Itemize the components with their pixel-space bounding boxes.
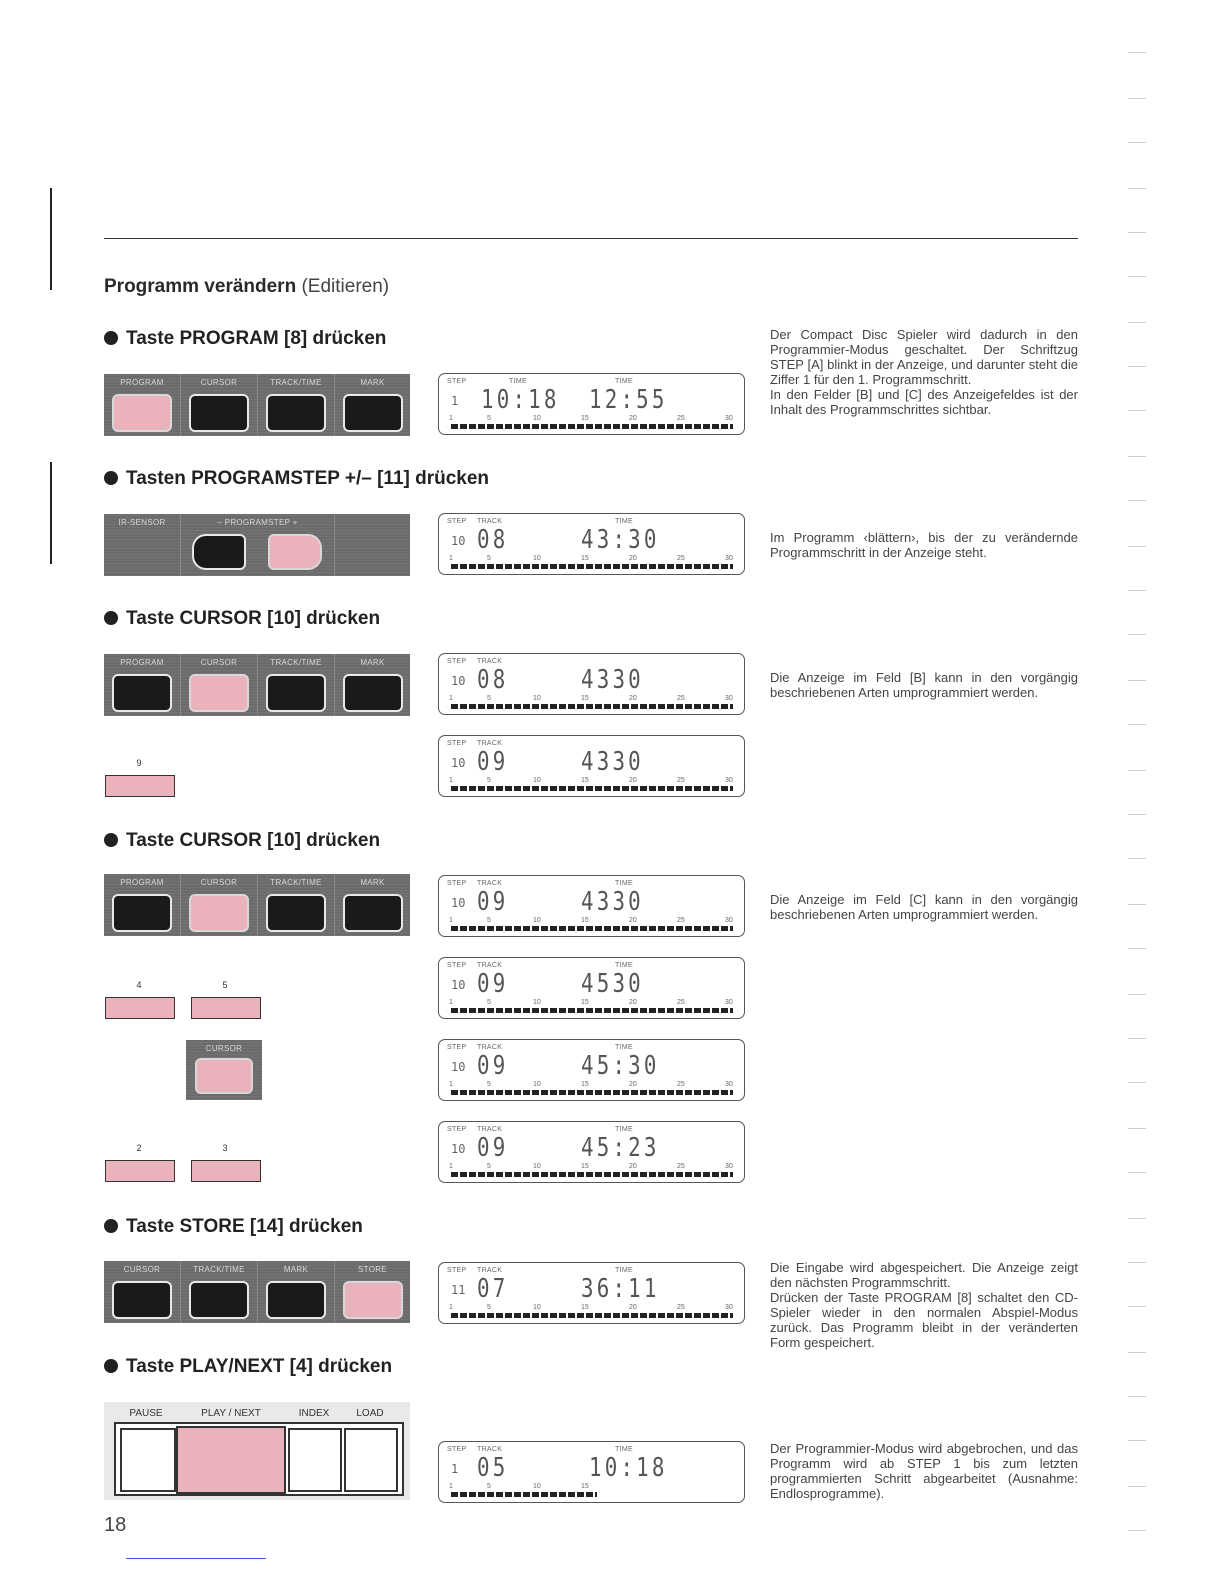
margin-tick <box>1128 994 1146 995</box>
lcd-track-bar <box>451 1313 733 1318</box>
lcd-field-b: 09 <box>477 1133 509 1163</box>
margin-tick <box>1128 1440 1146 1441</box>
margin-tick <box>1128 410 1146 411</box>
description-text: Die Eingabe wird abgespeichert. Die Anzeige zeigt den nächsten Programmschritt. <box>770 1260 1078 1290</box>
description-text: Der Programmier-Modus wird abgebrochen, und das Programm wird ab STEP 1 bis zum letzten programmierten Schritt abgearbeitet (Ausnahme: Endlosprogramme). <box>770 1441 1078 1501</box>
margin-tick <box>1128 770 1146 771</box>
button-panel-cursor-single <box>186 1040 262 1100</box>
lcd-field-b: 07 <box>477 1274 509 1304</box>
lcd-track-label: TRACK <box>477 658 503 665</box>
button-label: TRACK/TIME <box>193 1265 245 1274</box>
lcd-scale: 1 5 10 15 20 25 30 <box>449 917 733 924</box>
program-button[interactable] <box>112 394 172 432</box>
lcd-scale: 1 5 10 15 20 25 30 <box>449 555 733 562</box>
margin-tick <box>1128 814 1146 815</box>
lcd-track-bar <box>451 1090 733 1095</box>
lcd-time-label: TIME <box>615 1267 633 1274</box>
lcd-display <box>438 957 745 1019</box>
margin-tick <box>1128 500 1146 501</box>
margin-tick <box>1128 1128 1146 1129</box>
button-label: MARK <box>360 378 385 387</box>
lcd-track-bar <box>451 424 733 429</box>
panel-cell <box>104 514 181 576</box>
section-title: Taste PLAY/NEXT [4] drücken <box>126 1356 393 1377</box>
number-key-5[interactable] <box>191 997 261 1019</box>
lcd-step-number: 10 <box>451 756 466 770</box>
bullet-icon <box>104 611 118 625</box>
description-text: Die Anzeige im Feld [C] kann in den vorgängig beschriebenen Arten umprogrammiert werden. <box>770 892 1078 922</box>
section-title: Taste CURSOR [10] drücken <box>126 830 381 851</box>
panel-cell <box>335 514 410 576</box>
lcd-field-c: 36:11 <box>581 1274 660 1304</box>
section-heading <box>104 328 386 350</box>
bullet-icon <box>104 1219 118 1233</box>
lcd-display <box>438 373 745 435</box>
margin-tick <box>1128 1530 1146 1531</box>
lcd-step-label: STEP <box>447 518 467 525</box>
lcd-time-label: TIME <box>615 518 633 525</box>
key-label-5: 5 <box>222 980 228 990</box>
lcd-scale: 1 5 10 15 <box>449 1483 589 1490</box>
lcd-step-number: 10 <box>451 978 466 992</box>
button-label: MARK <box>283 1265 309 1274</box>
lcd-scale: 1 5 10 15 20 25 30 <box>449 695 733 702</box>
lcd-scale: 1 5 10 15 20 25 30 <box>449 1081 733 1088</box>
description-text: Drücken der Taste PROGRAM [8] schaltet den CD-Spieler wieder in den normalen Abspiel-Modus zurück. Das Programm bleibt in der veränderten Form gespeichert. <box>770 1290 1078 1350</box>
lcd-field-c: 4330 <box>581 665 644 695</box>
lcd-display <box>438 513 745 575</box>
margin-tick <box>1128 1396 1146 1397</box>
lcd-display <box>438 735 745 797</box>
button-label: CURSOR <box>200 878 238 887</box>
lcd-step-number: 1 <box>451 1462 459 1476</box>
key-label-2: 2 <box>136 1143 142 1153</box>
margin-tick <box>1128 1082 1146 1083</box>
play-next-button[interactable] <box>176 1426 286 1494</box>
cursor-button[interactable] <box>189 894 249 932</box>
margin-tick <box>1128 904 1146 905</box>
lcd-time-label: TIME <box>509 378 527 385</box>
lcd-step-number: 10 <box>451 896 466 910</box>
section-title: Taste PROGRAM [8] drücken <box>126 328 387 349</box>
cursor-button[interactable] <box>195 1058 253 1094</box>
lcd-step-label: STEP <box>447 378 467 385</box>
lcd-display <box>438 1039 745 1101</box>
lcd-field-c: 4530 <box>581 969 644 999</box>
button-panel-programstep <box>104 514 410 576</box>
program-button[interactable] <box>112 894 172 932</box>
page-title-sub: (Editieren) <box>301 276 390 297</box>
description-text: Der Compact Disc Spieler wird dadurch in den Programmier-Modus geschaltet. Der Schriftzug STEP [A] blinkt in der Anzeige, und darunter steht die Ziffer 1 für den 1. Programmschritt. <box>770 327 1078 387</box>
programstep-label: – PROGRAMSTEP + <box>217 518 298 527</box>
play-next-label: PLAY / NEXT <box>201 1408 261 1419</box>
lcd-field-b: 09 <box>477 969 509 999</box>
lcd-step-label: STEP <box>447 962 467 969</box>
lcd-track-bar <box>451 786 733 791</box>
cursor-button[interactable] <box>112 1281 172 1319</box>
lcd-display <box>438 1121 745 1183</box>
load-button[interactable] <box>344 1428 398 1492</box>
pause-button[interactable] <box>120 1428 176 1492</box>
track-time-button[interactable] <box>266 674 326 712</box>
lcd-step-label: STEP <box>447 1044 467 1051</box>
number-key-9[interactable] <box>105 775 175 797</box>
button-label: MARK <box>360 878 385 887</box>
description-text: Die Anzeige im Feld [B] kann in den vorgängig beschriebenen Arten umprogrammiert werden. <box>770 670 1078 700</box>
lcd-field-c: 12:55 <box>589 385 668 415</box>
lcd-time-label: TIME <box>615 1044 633 1051</box>
margin-tick <box>1128 858 1146 859</box>
description-block <box>770 1260 1078 1350</box>
section-heading <box>104 830 380 852</box>
lcd-track-label: TRACK <box>477 1446 503 1453</box>
button-label: PROGRAM <box>120 878 164 887</box>
margin-tick <box>1128 322 1146 323</box>
margin-tick <box>1128 590 1146 591</box>
index-button[interactable] <box>288 1428 342 1492</box>
description-block <box>770 530 1078 560</box>
button-label: PROGRAM <box>120 378 164 387</box>
button-label: PROGRAM <box>120 658 164 667</box>
track-time-button[interactable] <box>189 1281 249 1319</box>
lcd-track-bar <box>451 1492 597 1497</box>
track-time-button[interactable] <box>266 894 326 932</box>
button-panel-program <box>104 374 410 436</box>
mark-button[interactable] <box>343 894 403 932</box>
bullet-icon <box>104 471 118 485</box>
lcd-time-label: TIME <box>615 880 633 887</box>
margin-tick <box>1128 52 1146 53</box>
button-label: CURSOR <box>200 658 238 667</box>
margin-tick <box>1128 1218 1146 1219</box>
button-label: TRACK/TIME <box>270 658 322 667</box>
lcd-track-label: TRACK <box>477 962 503 969</box>
button-panel-cursor <box>104 654 410 716</box>
margin-tick <box>1128 546 1146 547</box>
lcd-display <box>438 1441 745 1503</box>
section-heading <box>104 468 489 490</box>
description-block <box>770 327 1078 417</box>
button-label: STORE <box>358 1265 387 1274</box>
margin-tick <box>1128 1352 1146 1353</box>
lcd-field-c: 45:23 <box>581 1133 660 1163</box>
lcd-track-label: TRACK <box>477 518 503 525</box>
margin-tick <box>1128 1038 1146 1039</box>
button-panel-store <box>104 1261 410 1323</box>
key-label-9: 9 <box>136 758 142 768</box>
lcd-field-c: 4330 <box>581 747 644 777</box>
section-title: Taste STORE [14] drücken <box>126 1216 363 1237</box>
margin-tick <box>1128 634 1146 635</box>
margin-tick <box>1128 366 1146 367</box>
lcd-field-b: 09 <box>477 1051 509 1081</box>
description-text: Im Programm ‹blättern›, bis der zu verändernde Programmschritt in der Anzeige steht. <box>770 530 1078 560</box>
program-button[interactable] <box>112 674 172 712</box>
mark-button[interactable] <box>266 1281 326 1319</box>
margin-tick <box>1128 1262 1146 1263</box>
key-label-3: 3 <box>222 1143 228 1153</box>
description-block <box>770 892 1078 922</box>
number-key-4[interactable] <box>105 997 175 1019</box>
bullet-icon <box>104 1359 118 1373</box>
margin-tick <box>1128 456 1146 457</box>
page-title <box>104 276 389 298</box>
bullet-icon <box>104 331 118 345</box>
lcd-scale: 1 5 10 15 20 25 30 <box>449 999 733 1006</box>
lcd-scale: 1 5 10 15 20 25 30 <box>449 415 733 422</box>
margin-tick <box>1128 188 1146 189</box>
margin-tick <box>1128 1306 1146 1307</box>
pause-label: PAUSE <box>129 1408 163 1419</box>
margin-tick <box>1128 98 1146 99</box>
lcd-display <box>438 653 745 715</box>
margin-bar-top <box>50 188 52 290</box>
margin-tick <box>1128 680 1146 681</box>
margin-tick <box>1128 276 1146 277</box>
section-heading <box>104 1356 392 1378</box>
description-block <box>770 1441 1078 1501</box>
number-key-3[interactable] <box>191 1160 261 1182</box>
lcd-step-label: STEP <box>447 1267 467 1274</box>
mark-button[interactable] <box>343 394 403 432</box>
button-label: CURSOR <box>205 1044 243 1053</box>
button-label: MARK <box>360 658 385 667</box>
programstep-plus-button[interactable] <box>268 534 322 570</box>
margin-tick <box>1128 1172 1146 1173</box>
lcd-step-number: 1 <box>451 394 459 408</box>
programstep-minus-button[interactable] <box>192 534 246 570</box>
lcd-field-b: 08 <box>477 525 509 555</box>
lcd-step-label: STEP <box>447 658 467 665</box>
lcd-step-number: 10 <box>451 1142 466 1156</box>
lcd-step-number: 10 <box>451 674 466 688</box>
scan-line <box>126 1558 266 1559</box>
lcd-track-label: TRACK <box>477 1126 503 1133</box>
page-title-bold: Programm verändern <box>104 276 297 297</box>
button-label: TRACK/TIME <box>270 878 322 887</box>
ir-sensor-label: IR-SENSOR <box>118 518 166 527</box>
lcd-scale: 1 5 10 15 20 25 30 <box>449 777 733 784</box>
section-title: Tasten PROGRAMSTEP +/– [11] drücken <box>126 468 490 489</box>
play-panel <box>104 1402 410 1500</box>
lcd-track-bar <box>451 1172 733 1177</box>
margin-tick <box>1128 948 1146 949</box>
lcd-display <box>438 1262 745 1324</box>
lcd-field-b: 09 <box>477 887 509 917</box>
margin-tick <box>1128 724 1146 725</box>
lcd-time-label: TIME <box>615 962 633 969</box>
description-text: In den Felder [B] und [C] des Anzeigefeldes ist der Inhalt des Programmschrittes sichtbar. <box>770 387 1078 417</box>
track-time-button[interactable] <box>266 394 326 432</box>
lcd-step-number: 10 <box>451 534 466 548</box>
lcd-track-bar <box>451 926 733 931</box>
lcd-step-label: STEP <box>447 880 467 887</box>
bullet-icon <box>104 833 118 847</box>
description-block <box>770 670 1078 700</box>
lcd-track-bar <box>451 704 733 709</box>
cursor-button[interactable] <box>189 674 249 712</box>
header-rule <box>104 238 1078 239</box>
lcd-step-number: 10 <box>451 1060 466 1074</box>
button-panel-cursor-2 <box>104 874 410 936</box>
lcd-track-bar <box>451 1008 733 1013</box>
lcd-field-c: 10:18 <box>589 1453 668 1483</box>
button-label: TRACK/TIME <box>270 378 322 387</box>
lcd-track-label: TRACK <box>477 740 503 747</box>
lcd-field-b: 09 <box>477 747 509 777</box>
section-title: Taste CURSOR [10] drücken <box>126 608 381 629</box>
lcd-field-b: 05 <box>477 1453 509 1483</box>
load-label: LOAD <box>356 1408 384 1419</box>
lcd-scale: 1 5 10 15 20 25 30 <box>449 1304 733 1311</box>
margin-tick <box>1128 142 1146 143</box>
section-heading <box>104 1216 363 1238</box>
button-label: CURSOR <box>200 378 238 387</box>
lcd-track-label: TRACK <box>477 880 503 887</box>
lcd-scale: 1 5 10 15 20 25 30 <box>449 1163 733 1170</box>
lcd-track-label: TRACK <box>477 1044 503 1051</box>
lcd-field-c: 4330 <box>581 887 644 917</box>
button-label: CURSOR <box>123 1265 161 1274</box>
margin-tick <box>1128 1486 1146 1487</box>
lcd-field-c: 43:30 <box>581 525 660 555</box>
lcd-time-label: TIME <box>615 1126 633 1133</box>
lcd-field-c: 45:30 <box>581 1051 660 1081</box>
lcd-track-bar <box>451 564 733 569</box>
store-button[interactable] <box>343 1281 403 1319</box>
cursor-button[interactable] <box>189 394 249 432</box>
number-key-2[interactable] <box>105 1160 175 1182</box>
lcd-step-label: STEP <box>447 1126 467 1133</box>
lcd-time-label: TIME <box>615 378 633 385</box>
margin-bar-middle <box>50 462 52 564</box>
lcd-display <box>438 875 745 937</box>
page-number: 18 <box>104 1514 127 1536</box>
lcd-time-label: TIME <box>615 1446 633 1453</box>
lcd-step-label: STEP <box>447 1446 467 1453</box>
mark-button[interactable] <box>343 674 403 712</box>
index-label: INDEX <box>298 1408 330 1419</box>
margin-tick <box>1128 232 1146 233</box>
lcd-step-number: 11 <box>451 1283 466 1297</box>
key-label-4: 4 <box>136 980 142 990</box>
lcd-track-label: TRACK <box>477 1267 503 1274</box>
lcd-step-label: STEP <box>447 740 467 747</box>
lcd-field-b: 10:18 <box>481 385 560 415</box>
lcd-field-b: 08 <box>477 665 509 695</box>
section-heading <box>104 608 380 630</box>
